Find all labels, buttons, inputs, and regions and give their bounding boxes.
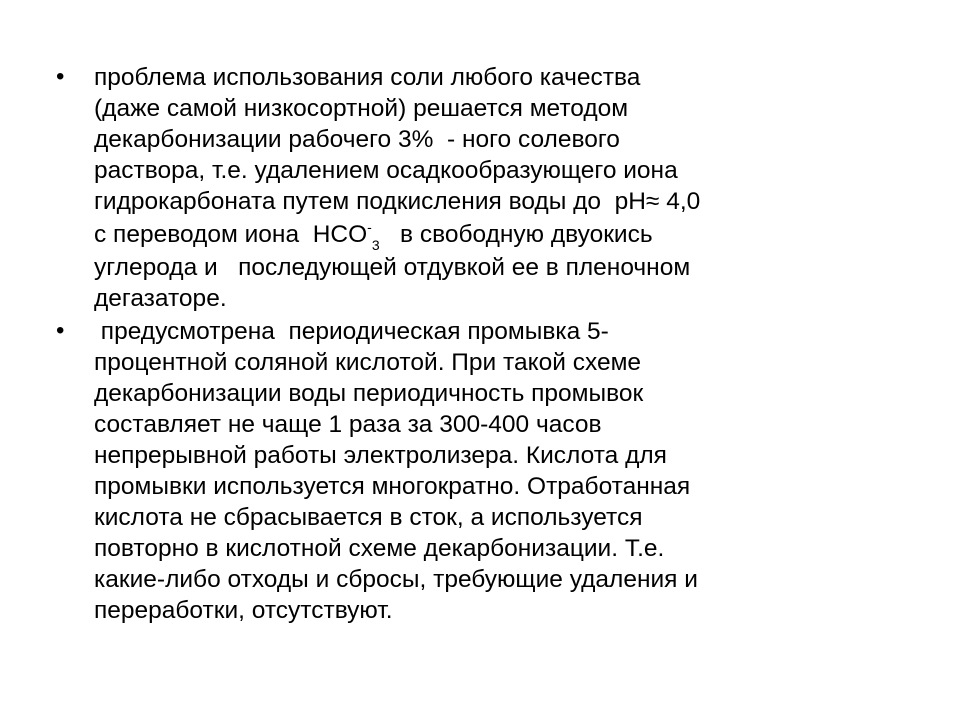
formula-prefix: с переводом иона <box>94 221 313 248</box>
bullet-item-2 <box>56 316 916 626</box>
bullet-list <box>56 62 916 628</box>
text-line: процентной соляной кислотой. При такой схеме <box>94 349 642 376</box>
ion-index: 3 <box>371 237 380 253</box>
formula-line <box>94 219 916 253</box>
bullet-dot-icon: • <box>56 63 65 90</box>
text-line: переработки, отсутствуют. <box>94 597 393 624</box>
text-line: какие-либо отходы и сбросы, требующие удаления и <box>94 566 698 593</box>
text-line: (даже самой низкосортной) решается методом <box>94 95 629 122</box>
text-line: дегазаторе. <box>94 285 227 312</box>
ion-charge: - <box>367 219 372 235</box>
ion-formula: HCO <box>312 221 368 248</box>
text-line: непрерывной работы электролизера. Кислота для <box>94 442 667 469</box>
text-line: проблема использования соли любого качества <box>94 64 641 91</box>
text-line: составляет не чаще 1 раза за 300-400 часов <box>94 411 602 438</box>
text-line: предусмотрена периодическая промывка 5- <box>94 318 609 345</box>
text-line: раствора, т.е. удалением осадкообразующего иона <box>94 157 678 184</box>
text-line: углерода и последующей отдувкой ее в пленочном <box>94 254 691 281</box>
text-line: гидрокарбоната путем подкисления воды до pH≈ 4,0 <box>94 188 701 215</box>
bullet-dot-icon: • <box>56 317 65 344</box>
text-line: декарбонизации рабочего 3% - ного солевого <box>94 126 620 153</box>
text-line: декарбонизации воды периодичность промывок <box>94 380 644 407</box>
text-line: повторно в кислотной схеме декарбонизации. Т.е. <box>94 535 665 562</box>
text-line: кислота не сбрасывается в сток, а используется <box>94 504 643 531</box>
bullet-item-1 <box>56 62 916 314</box>
text-line: промывки используется многократно. Отработанная <box>94 473 691 500</box>
formula-suffix: в свободную двуокись <box>379 221 653 248</box>
